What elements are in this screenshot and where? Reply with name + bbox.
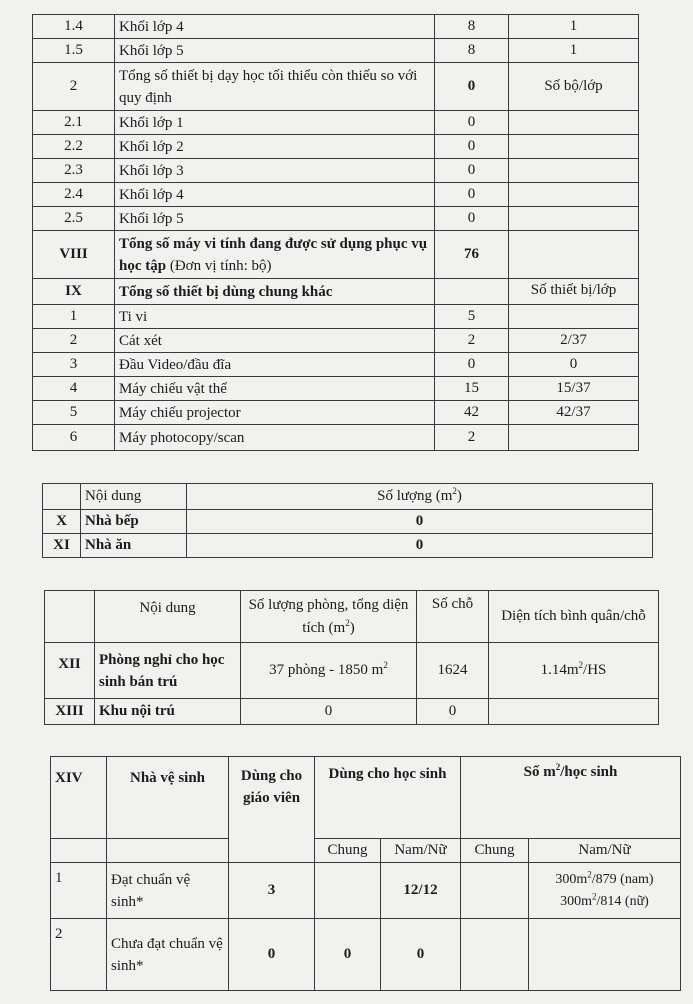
header-content: Nội dung xyxy=(81,484,187,510)
cell-qty: 0 xyxy=(435,207,509,231)
table-row xyxy=(33,39,639,63)
cell-num: IX xyxy=(33,279,115,305)
table-row xyxy=(33,329,639,353)
table-row xyxy=(33,353,639,377)
row-common xyxy=(315,863,381,919)
cell-num: 5 xyxy=(33,401,115,425)
row-rooms: 0 xyxy=(241,699,417,725)
row-num: XIII xyxy=(45,699,95,725)
table-row xyxy=(33,63,639,111)
cell-label: Khối lớp 4 xyxy=(115,15,435,39)
row-common-2 xyxy=(461,919,529,991)
cell-label: Máy chiếu projector xyxy=(115,401,435,425)
cell-unit: Số thiết bị/lớp xyxy=(509,279,639,305)
cell-label: Tổng số thiết bị dạy học tối thiểu còn thiếu so với quy định xyxy=(115,63,435,111)
cell-label: Khối lớp 4 xyxy=(115,183,435,207)
table-row xyxy=(33,231,639,279)
cell-unit xyxy=(509,207,639,231)
cell-label: Tổng số thiết bị dùng chung khác xyxy=(115,279,435,305)
cell-label: Khối lớp 5 xyxy=(115,207,435,231)
cell-unit xyxy=(509,305,639,329)
cell-unit: 1 xyxy=(509,39,639,63)
header-student: Dùng cho học sinh xyxy=(315,757,461,839)
row-seats: 0 xyxy=(417,699,489,725)
cell-qty: 8 xyxy=(435,39,509,63)
row-qty: 0 xyxy=(187,534,653,558)
cell-unit xyxy=(509,135,639,159)
header-seats: Số chỗ xyxy=(417,591,489,643)
row-common-2 xyxy=(461,863,529,919)
table-row xyxy=(33,207,639,231)
cell-label: Máy photocopy/scan xyxy=(115,425,435,451)
row-label: Chưa đạt chuẩn vệ sinh* xyxy=(107,919,229,991)
cell-unit xyxy=(509,183,639,207)
table-row xyxy=(33,183,639,207)
cell-label: Khối lớp 5 xyxy=(115,39,435,63)
cell-qty: 0 xyxy=(435,63,509,111)
cell-qty: 0 xyxy=(435,353,509,377)
cell-qty: 2 xyxy=(435,425,509,451)
header-content: Nội dung xyxy=(95,591,241,643)
cell-label: Ti vi xyxy=(115,305,435,329)
cell-num: 4 xyxy=(33,377,115,401)
cell-unit xyxy=(509,159,639,183)
row-qty: 0 xyxy=(187,510,653,534)
cell-label: Máy chiếu vật thể xyxy=(115,377,435,401)
cell-unit: 0 xyxy=(509,353,639,377)
cell-unit: 1 xyxy=(509,15,639,39)
table-row xyxy=(33,111,639,135)
cell-qty: 8 xyxy=(435,15,509,39)
table-row xyxy=(33,279,639,305)
row-gender: 12/12 xyxy=(381,863,461,919)
table-row xyxy=(33,401,639,425)
row-common: 0 xyxy=(315,919,381,991)
equipment-table xyxy=(32,14,639,451)
table-row xyxy=(33,425,639,451)
header-rooms: Số lượng phòng, tổng diện tích $(m^2)$ xyxy=(241,591,417,643)
cell-unit xyxy=(509,111,639,135)
cell-unit: Số bộ/lớp xyxy=(509,63,639,111)
sub-common: Chung xyxy=(315,839,381,863)
cell-num: 1 xyxy=(33,305,115,329)
cell-unit xyxy=(509,425,639,451)
kitchen-table xyxy=(42,483,653,558)
cell-label: Khối lớp 1 xyxy=(115,111,435,135)
row-label: Đạt chuẩn vệ sinh* xyxy=(107,863,229,919)
header-ratio: Số $m^2$/học sinh xyxy=(461,757,681,839)
cell-unit xyxy=(509,231,639,279)
cell-num: 2.3 xyxy=(33,159,115,183)
cell-qty: 0 xyxy=(435,111,509,135)
cell-num: 2 xyxy=(33,329,115,353)
row-teacher: 3 xyxy=(229,863,315,919)
sub-gender-2: Nam/Nữ xyxy=(529,839,681,863)
boarding-table xyxy=(44,590,659,725)
row-teacher: 0 xyxy=(229,919,315,991)
cell-qty: 42 xyxy=(435,401,509,425)
cell-qty: 0 xyxy=(435,135,509,159)
cell-unit: 2/37 xyxy=(509,329,639,353)
cell-label: Khối lớp 2 xyxy=(115,135,435,159)
row-ratio: $300m^2/879$ (nam) $300m^2/814$ (nữ) xyxy=(529,863,681,919)
cell-label: Đầu Video/đầu đĩa xyxy=(115,353,435,377)
header-area: Diện tích bình quân/chỗ xyxy=(489,591,659,643)
row-num: XII xyxy=(45,643,95,699)
row-num: XI xyxy=(43,534,81,558)
row-num: 2 xyxy=(51,919,107,991)
cell-qty: 15 xyxy=(435,377,509,401)
table-row xyxy=(33,305,639,329)
table-row xyxy=(33,15,639,39)
cell-num: 1.4 xyxy=(33,15,115,39)
header-quantity: Số lượng $(m^2)$ xyxy=(187,484,653,510)
row-label: Nhà ăn xyxy=(81,534,187,558)
row-area xyxy=(489,699,659,725)
cell-qty: 0 xyxy=(435,183,509,207)
cell-label: Khối lớp 3 xyxy=(115,159,435,183)
row-rooms: 37 phòng - 1850 $m^2$ xyxy=(241,643,417,699)
header-num: XIV xyxy=(51,757,107,839)
cell-num: 2.1 xyxy=(33,111,115,135)
cell-num: 2 xyxy=(33,63,115,111)
cell-num: 3 xyxy=(33,353,115,377)
cell-qty xyxy=(435,279,509,305)
row-gender: 0 xyxy=(381,919,461,991)
cell-qty: 2 xyxy=(435,329,509,353)
row-label: Khu nội trú xyxy=(95,699,241,725)
cell-label: Tổng số máy vi tính đang được sử dụng phục vụ học tập (Đơn vị tính: bộ) xyxy=(115,231,435,279)
row-num: X xyxy=(43,510,81,534)
row-num: 1 xyxy=(51,863,107,919)
restroom-table xyxy=(50,756,681,991)
row-seats: 1624 xyxy=(417,643,489,699)
cell-label: Cát xét xyxy=(115,329,435,353)
row-label: Nhà bếp xyxy=(81,510,187,534)
cell-qty: 0 xyxy=(435,159,509,183)
cell-num: 2.5 xyxy=(33,207,115,231)
table-row xyxy=(33,377,639,401)
sub-common-2: Chung xyxy=(461,839,529,863)
table-row xyxy=(33,135,639,159)
cell-qty: 76 xyxy=(435,231,509,279)
header-label: Nhà vệ sinh xyxy=(107,757,229,839)
cell-unit: 15/37 xyxy=(509,377,639,401)
row-ratio xyxy=(529,919,681,991)
cell-unit: 42/37 xyxy=(509,401,639,425)
cell-num: VIII xyxy=(33,231,115,279)
sub-gender: Nam/Nữ xyxy=(381,839,461,863)
row-area: $1.14m^2/HS$ xyxy=(489,643,659,699)
row-label: Phòng nghỉ cho học sinh bán trú xyxy=(95,643,241,699)
cell-qty: 5 xyxy=(435,305,509,329)
cell-num: 2.2 xyxy=(33,135,115,159)
table-row xyxy=(33,159,639,183)
cell-num: 6 xyxy=(33,425,115,451)
header-teacher: Dùng cho giáo viên xyxy=(229,757,315,863)
cell-num: 1.5 xyxy=(33,39,115,63)
cell-num: 2.4 xyxy=(33,183,115,207)
